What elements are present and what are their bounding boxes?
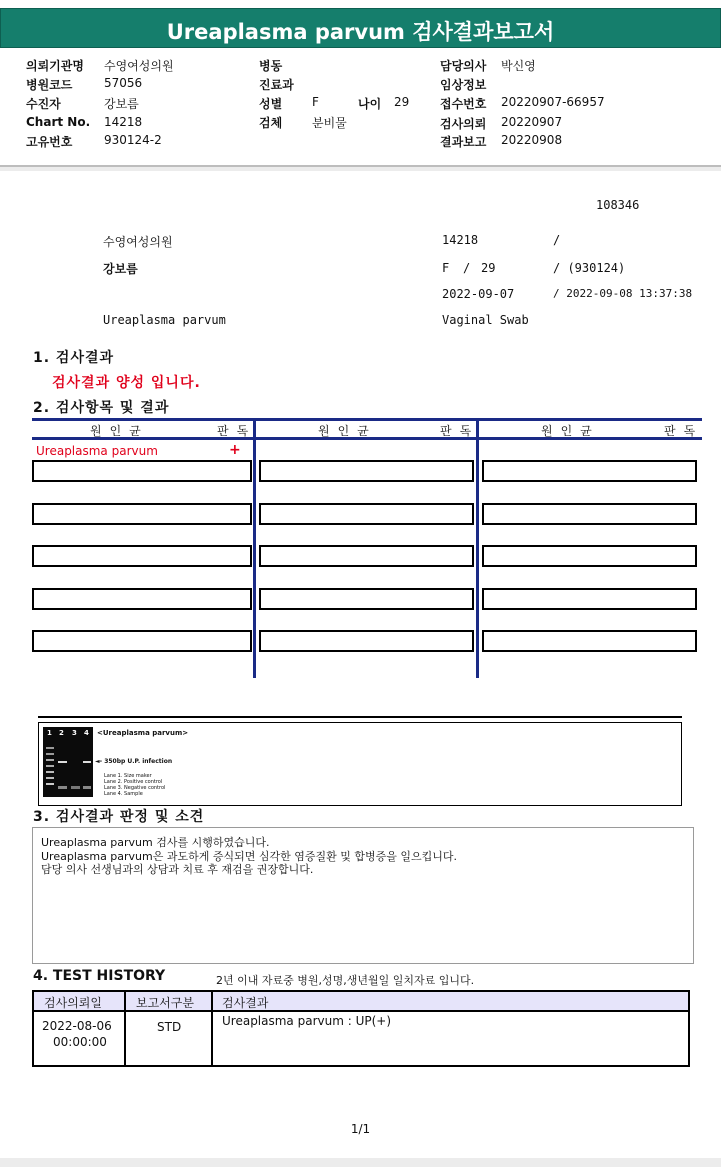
organism-name: Ureaplasma parvum: [36, 444, 158, 458]
gel-electrophoresis-image: [43, 727, 93, 797]
result-cell: [259, 588, 474, 610]
opinion-line: 담당 의사 선생님과의 상담과 치료 후 재검을 권장합니다.: [41, 863, 314, 876]
report-title: Ureaplasma parvum 검사결과보고서: [166, 20, 555, 44]
result-table-top-border: [32, 418, 702, 421]
summary-code: 108346: [596, 198, 640, 212]
lane-number: 1: [47, 729, 52, 737]
header-divider-shadow: [0, 167, 721, 171]
col-judgement-2: 판독: [440, 424, 480, 438]
report-date-label: 결과보고: [440, 135, 487, 149]
col-judgement-1: 판독: [217, 424, 257, 438]
age-label: 나이: [358, 97, 382, 111]
gel-band: [83, 761, 91, 763]
summary-patient: 강보름: [103, 262, 138, 276]
summary-chart-no: 14218: [442, 233, 479, 247]
gel-title: <Ureaplasma parvum>: [97, 729, 189, 737]
specimen-value: 분비물: [312, 116, 347, 130]
gel-legend-item: Lane 1. Size maker: [104, 773, 152, 779]
hospital-code-label: 병원코드: [26, 78, 73, 92]
col-organism-1: 원인균: [90, 424, 149, 438]
summary-slash: /: [553, 233, 561, 247]
history-col-type: 보고서구분: [136, 996, 194, 1010]
institution-value: 수영여성의원: [104, 59, 174, 73]
summary-test-name: Ureaplasma parvum: [103, 313, 226, 327]
request-date-value: 20220907: [501, 115, 563, 129]
patient-value: 강보름: [104, 97, 139, 111]
gel-band-arrow: ◄- 350bp U.P. infection: [95, 758, 173, 765]
department-label: 진료과: [259, 78, 294, 92]
institution-label: 의뢰기관명: [26, 59, 84, 73]
opinion-line: Ureaplasma parvum 검사를 시행하였습니다.: [41, 836, 270, 849]
gel-band: [46, 759, 54, 761]
summary-age: 29: [481, 261, 496, 275]
history-table: [32, 990, 690, 1067]
chart-no-value: 14218: [104, 115, 143, 129]
history-type: STD: [157, 1020, 182, 1034]
gel-band: [46, 783, 54, 785]
gel-band: [46, 747, 54, 749]
chart-no-label: Chart No.: [26, 115, 91, 129]
gel-band: [46, 765, 54, 767]
history-divider: [211, 992, 213, 1065]
result-cell: [259, 630, 474, 652]
opinion-line: Ureaplasma parvum은 과도하게 증식되면 심각한 염증질환 및 합병증을 일으킵니다.: [41, 850, 457, 863]
report-date-value: 20220908: [501, 133, 563, 147]
unique-no-value: 930124-2: [104, 133, 162, 147]
receipt-no-label: 접수번호: [440, 97, 487, 111]
result-cell: [32, 503, 252, 525]
age-value: 29: [394, 95, 410, 109]
history-result: Ureaplasma parvum : UP(+): [222, 1014, 392, 1028]
section3-heading: 3. 검사결과 판정 및 소견: [33, 809, 205, 825]
result-cell: [482, 503, 697, 525]
gel-band: [58, 761, 67, 763]
gel-legend-item: Lane 2. Positive control: [104, 779, 163, 785]
result-cell: [482, 545, 697, 567]
sex-value: F: [312, 95, 319, 109]
summary-id: / (930124): [553, 261, 626, 275]
gel-band: [46, 771, 54, 773]
specimen-label: 검체: [259, 116, 283, 130]
history-table-header: [34, 992, 688, 1012]
summary-reported: / 2022-09-08 13:37:38: [553, 287, 693, 300]
history-divider: [124, 992, 126, 1065]
gel-section-divider: [38, 716, 682, 718]
lane-number: 3: [72, 729, 77, 737]
history-col-date: 검사의뢰일: [44, 996, 102, 1010]
gel-legend-item: Lane 3. Negative control: [104, 785, 166, 791]
lane-number: 4: [84, 729, 89, 737]
result-cell: [32, 630, 252, 652]
history-col-result: 검사결과: [222, 996, 269, 1010]
summary-institution: 수영여성의원: [103, 235, 173, 249]
result-cell: [32, 588, 252, 610]
col-judgement-3: 판독: [664, 424, 704, 438]
doctor-value: 박신영: [501, 59, 536, 73]
result-cell: [482, 630, 697, 652]
gel-band: [71, 786, 80, 789]
result-cell: [259, 460, 474, 482]
clinical-label: 임상정보: [440, 78, 487, 92]
unique-no-label: 고유번호: [26, 135, 73, 149]
result-table-divider-2: [476, 418, 479, 678]
section4-heading: 4. TEST HISTORY: [33, 968, 166, 984]
summary-sex: F: [442, 261, 450, 275]
organism-positive-mark: +: [229, 442, 241, 458]
col-organism-2: 원인균: [318, 424, 377, 438]
lane-number: 2: [59, 729, 64, 737]
gel-band: [46, 777, 54, 779]
summary-sex-age-sep: /: [463, 261, 471, 275]
hospital-code-value: 57056: [104, 76, 143, 90]
history-time: 00:00:00: [53, 1035, 107, 1049]
positive-result-text: 검사결과 양성 입니다.: [52, 375, 201, 391]
page-bottom-strip: [0, 1158, 721, 1167]
patient-label: 수진자: [26, 97, 61, 111]
gel-legend-item: Lane 4. Sample: [104, 791, 143, 797]
result-cell: [259, 545, 474, 567]
result-cell: [482, 460, 697, 482]
ward-label: 병동: [259, 59, 283, 73]
history-date: 2022-08-06: [42, 1019, 112, 1033]
summary-specimen: Vaginal Swab: [442, 313, 529, 327]
doctor-label: 담당의사: [440, 59, 487, 73]
page-number: 1/1: [350, 1122, 371, 1136]
sex-label: 성별: [259, 97, 283, 111]
result-cell: [32, 545, 252, 567]
result-cell: [482, 588, 697, 610]
col-organism-3: 원인균: [541, 424, 600, 438]
gel-band: [58, 786, 67, 789]
history-note: 2년 이내 자료중 병원,성명,생년월일 일치자료 입니다.: [216, 974, 475, 987]
summary-received: 2022-09-07: [442, 287, 515, 301]
request-date-label: 검사의뢰: [440, 117, 487, 131]
section1-heading: 1. 검사결과: [33, 350, 115, 366]
header-info: [0, 0, 721, 160]
result-cell: [259, 503, 474, 525]
gel-band: [83, 786, 91, 789]
receipt-no-value: 20220907-66957: [501, 95, 605, 109]
result-table-divider-1: [253, 418, 256, 678]
gel-band: [46, 753, 54, 755]
section2-heading: 2. 검사항목 및 결과: [33, 400, 170, 416]
result-cell: [32, 460, 252, 482]
